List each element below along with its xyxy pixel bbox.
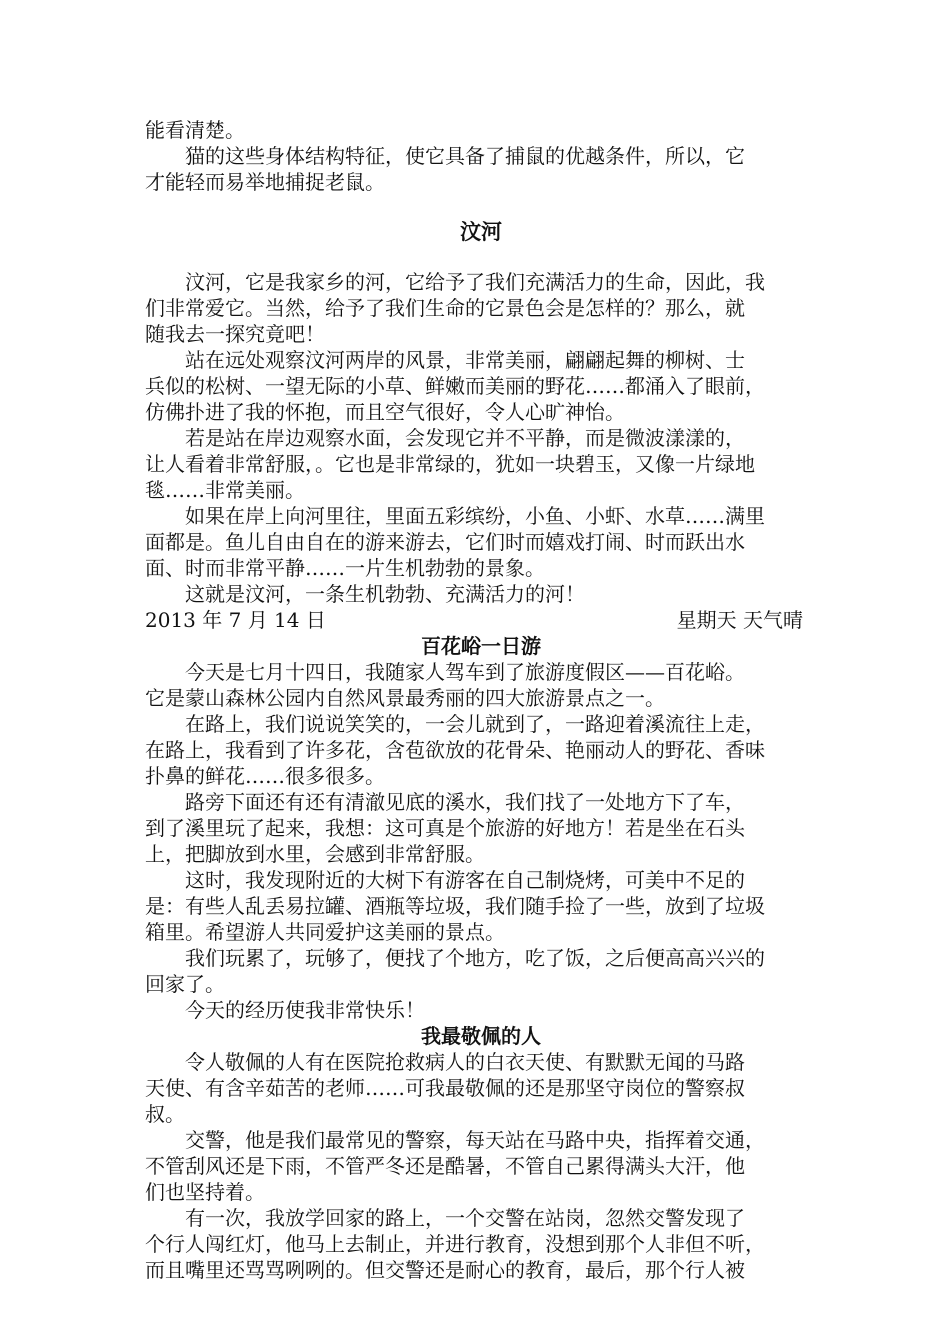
text-line: 箱里。希望游人共同爱护这美丽的景点。 <box>145 920 505 944</box>
text-line: 站在远处观察汶河两岸的风景，非常美丽，翩翩起舞的柳树、士 <box>185 348 745 372</box>
text-line: 到了溪里玩了起来，我想：这可真是个旅游的好地方！若是坐在石头 <box>145 816 745 840</box>
paragraph <box>145 269 817 347</box>
paragraph <box>145 659 817 711</box>
text-line: 如果在岸上向河里往，里面五彩缤纷，小鱼、小虾、水草……满里 <box>185 504 765 528</box>
text-line: 今天是七月十四日，我随家人驾车到了旅游度假区——百花峪。 <box>185 660 745 684</box>
paragraph <box>145 503 817 581</box>
text-line: 个行人闯红灯，他马上去制止，并进行教育，没想到那个人非但不听， <box>145 1232 765 1256</box>
document-page <box>145 117 817 1283</box>
text-line: 在路上，我看到了许多花，含苞欲放的花骨朵、艳丽动人的野花、香味 <box>145 738 765 762</box>
paragraph <box>145 347 817 425</box>
paragraph <box>145 945 817 997</box>
text-line: 路旁下面还有还有清澈见底的溪水，我们找了一处地方下了车， <box>185 790 745 814</box>
text-line: 我们玩累了，玩够了，便找了个地方，吃了饭，之后便高高兴兴的 <box>185 946 765 970</box>
text-line: 面都是。鱼儿自由自在的游来游去，它们时而嬉戏打闹、时而跃出水 <box>145 530 745 554</box>
text-line: 才能轻而易举地捕捉老鼠。 <box>145 170 385 194</box>
paragraph <box>145 1049 817 1127</box>
text-line: 在路上，我们说说笑笑的，一会儿就到了，一路迎着溪流往上走， <box>185 712 765 736</box>
text-line: 若是站在岸边观察水面，会发现它并不平静，而是微波漾漾的， <box>185 426 745 450</box>
text-line: 而且嘴里还骂骂咧咧的。但交警还是耐心的教育，最后，那个行人被 <box>145 1258 745 1282</box>
essay-title: 我最敬佩的人 <box>421 1024 541 1048</box>
text-line: 让人看着非常舒服，。它也是非常绿的，犹如一块碧玉，又像一片绿地 <box>145 452 755 476</box>
text-line: 们非常爱它。当然，给予了我们生命的它景色会是怎样的？那么，就 <box>145 296 745 320</box>
paragraph <box>145 711 817 789</box>
text-line: 上，把脚放到水里，会感到非常舒服。 <box>145 842 485 866</box>
text-line: 令人敬佩的人有在医院抢救病人的白衣天使、有默默无闻的马路 <box>185 1050 745 1074</box>
paragraph <box>145 425 817 503</box>
paragraph <box>145 997 817 1023</box>
paragraph <box>145 1205 817 1283</box>
text-line: 它是蒙山森林公园内自然风景最秀丽的四大旅游景点之一。 <box>145 686 665 710</box>
text-line: 能看清楚。 <box>145 118 245 142</box>
paragraph <box>145 867 817 945</box>
diary-weekday-weather: 星期天 天气晴 <box>676 608 803 632</box>
text-line: 这就是汶河，一条生机勃勃、充满活力的河！ <box>185 582 585 606</box>
text-line: 交警，他是我们最常见的警察，每天站在马路中央，指挥着交通， <box>185 1128 765 1152</box>
text-line: 这时，我发现附近的大树下有游客在自己制烧烤，可美中不足的 <box>185 868 745 892</box>
text-line: 今天的经历使我非常快乐！ <box>185 998 425 1022</box>
essay-most-admired <box>145 1023 817 1283</box>
paragraph <box>145 1127 817 1205</box>
intro-section <box>145 117 817 195</box>
text-line: 面、时而非常平静……一片生机勃勃的景象。 <box>145 556 545 580</box>
text-line: 随我去一探究竟吧！ <box>145 322 325 346</box>
text-line: 仿佛扑进了我的怀抱，而且空气很好，令人心旷神怡。 <box>145 400 625 424</box>
text-line: 是：有些人乱丢易拉罐、酒瓶等垃圾，我们随手捡了一些，放到了垃圾 <box>145 894 765 918</box>
diary-entry <box>145 607 817 1023</box>
text-line: 叔。 <box>145 1102 185 1126</box>
diary-title: 百花峪一日游 <box>421 634 541 658</box>
text-line: 毯……非常美丽。 <box>145 478 305 502</box>
paragraph <box>145 789 817 867</box>
essay-wenhe <box>145 217 817 607</box>
text-line: 兵似的松树、一望无际的小草、鲜嫩而美丽的野花……都涌入了眼前， <box>145 374 765 398</box>
text-line: 不管刮风还是下雨，不管严冬还是酷暑，不管自己累得满头大汗，他 <box>145 1154 745 1178</box>
text-line: 汶河，它是我家乡的河，它给予了我们充满活力的生命，因此，我 <box>185 270 765 294</box>
text-line: 回家了。 <box>145 972 225 996</box>
text-line: 猫的这些身体结构特征，使它具备了捕鼠的优越条件，所以，它 <box>185 144 745 168</box>
text-line: 有一次，我放学回家的路上，一个交警在站岗，忽然交警发现了 <box>185 1206 745 1230</box>
text-line: 们也坚持着。 <box>145 1180 265 1204</box>
text-line: 扑鼻的鲜花……很多很多。 <box>145 764 385 788</box>
diary-header <box>145 607 817 633</box>
paragraph <box>145 581 817 607</box>
text-line: 天使、有含辛茹苦的老师……可我最敬佩的还是那坚守岗位的警察叔 <box>145 1076 745 1100</box>
essay-title: 汶河 <box>460 219 502 244</box>
diary-date: 2013 年 7 月 14 日 <box>145 608 326 632</box>
